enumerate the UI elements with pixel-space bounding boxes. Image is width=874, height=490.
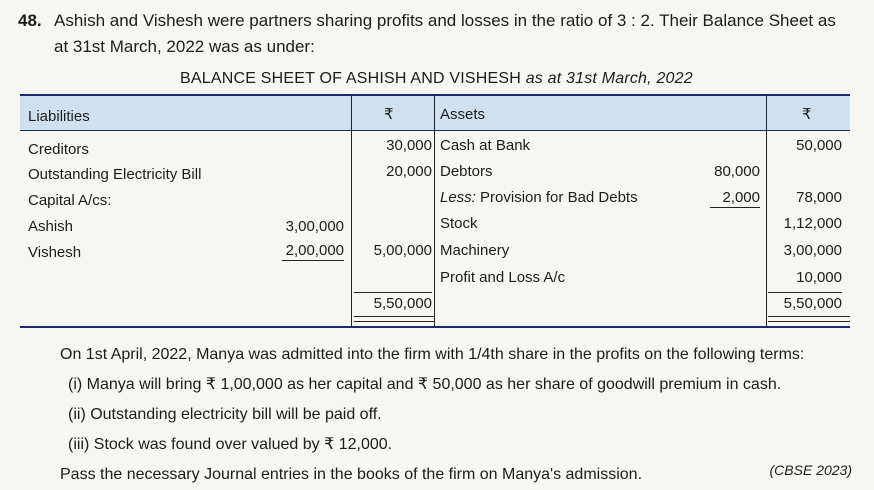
machinery-label: Machinery	[440, 242, 510, 259]
liabilities-total: 5,50,000	[354, 292, 432, 313]
table-header	[20, 94, 850, 130]
admission-terms	[60, 340, 860, 490]
top-rule	[20, 94, 850, 96]
assets-total: 5,50,000	[768, 292, 842, 313]
question-line-1: Ashish and Vishesh were partners sharing profits and losses in the ratio of 3 : 2. Their Balance Sheet as	[54, 11, 836, 30]
header-rule	[20, 130, 850, 131]
pl-label: Profit and Loss A/c	[440, 269, 566, 286]
terms-intro: On 1st April, 2022, Manya was admitted into the firm with 1/4th share in the profits on the following terms:	[60, 346, 805, 363]
provision-text: Provision for Bad Debts	[480, 189, 638, 206]
divider-liab-amount	[351, 94, 352, 326]
less-label: Less:	[440, 189, 476, 206]
header-liabilities: Liabilities	[28, 108, 90, 125]
question-text	[18, 8, 858, 60]
title-main: BALANCE SHEET OF ASHISH AND VISHESH	[180, 70, 522, 87]
capital-label: Capital A/cs:	[28, 192, 112, 209]
term-item-2: (ii) Outstanding electricity bill will be paid off.	[68, 406, 382, 423]
machinery-amount: 3,00,000	[783, 242, 842, 259]
term-item-3: (iii) Stock was found over valued by ₹ 12,000.	[68, 436, 393, 453]
electricity-label: Outstanding Electricity Bill	[28, 166, 202, 183]
term-item-1: (i) Manya will bring ₹ 1,00,000 as her capital and ₹ 50,000 as her share of goodwill premium in cash.	[68, 376, 782, 393]
question-line-2: at 31st March, 2022 was as under:	[54, 37, 315, 56]
title-date: as at 31st March, 2022	[525, 70, 693, 87]
creditors-label: Creditors	[28, 141, 89, 158]
provision-label	[440, 189, 638, 207]
pl-amount: 10,000	[796, 269, 842, 286]
divider-mid	[434, 94, 435, 326]
stock-amount: 1,12,000	[783, 215, 842, 232]
cash-amount: 50,000	[796, 137, 842, 154]
debtors-gross: 80,000	[714, 163, 760, 180]
header-rupee-assets: ₹	[802, 106, 812, 123]
vishesh-capital: 2,00,000	[282, 242, 344, 261]
assets-total-double-rule	[768, 316, 850, 322]
cash-label: Cash at Bank	[440, 137, 531, 154]
creditors-amount: 30,000	[386, 137, 432, 154]
balance-sheet-table	[20, 94, 850, 330]
stock-label: Stock	[440, 215, 478, 232]
ashish-label: Ashish	[28, 218, 74, 235]
header-rupee-liabilities: ₹	[384, 106, 394, 123]
debtors-label: Debtors	[440, 163, 493, 180]
closing-instruction: Pass the necessary Journal entries in the books of the firm on Manya's admission.	[60, 466, 643, 483]
electricity-amount: 20,000	[386, 163, 432, 180]
provision-amount: 2,000	[710, 189, 760, 208]
debtors-net: 78,000	[796, 189, 842, 206]
bottom-rule	[20, 326, 850, 328]
divider-asset-amount	[766, 94, 767, 326]
liabilities-total-double-rule	[354, 316, 434, 322]
source-tag: (CBSE 2023)	[769, 462, 852, 478]
question-number: 48.	[18, 11, 42, 30]
balance-sheet-title	[180, 70, 693, 88]
capital-total: 5,00,000	[373, 242, 432, 259]
vishesh-label: Vishesh	[28, 244, 82, 261]
header-assets: Assets	[440, 106, 486, 123]
ashish-capital: 3,00,000	[285, 218, 344, 235]
